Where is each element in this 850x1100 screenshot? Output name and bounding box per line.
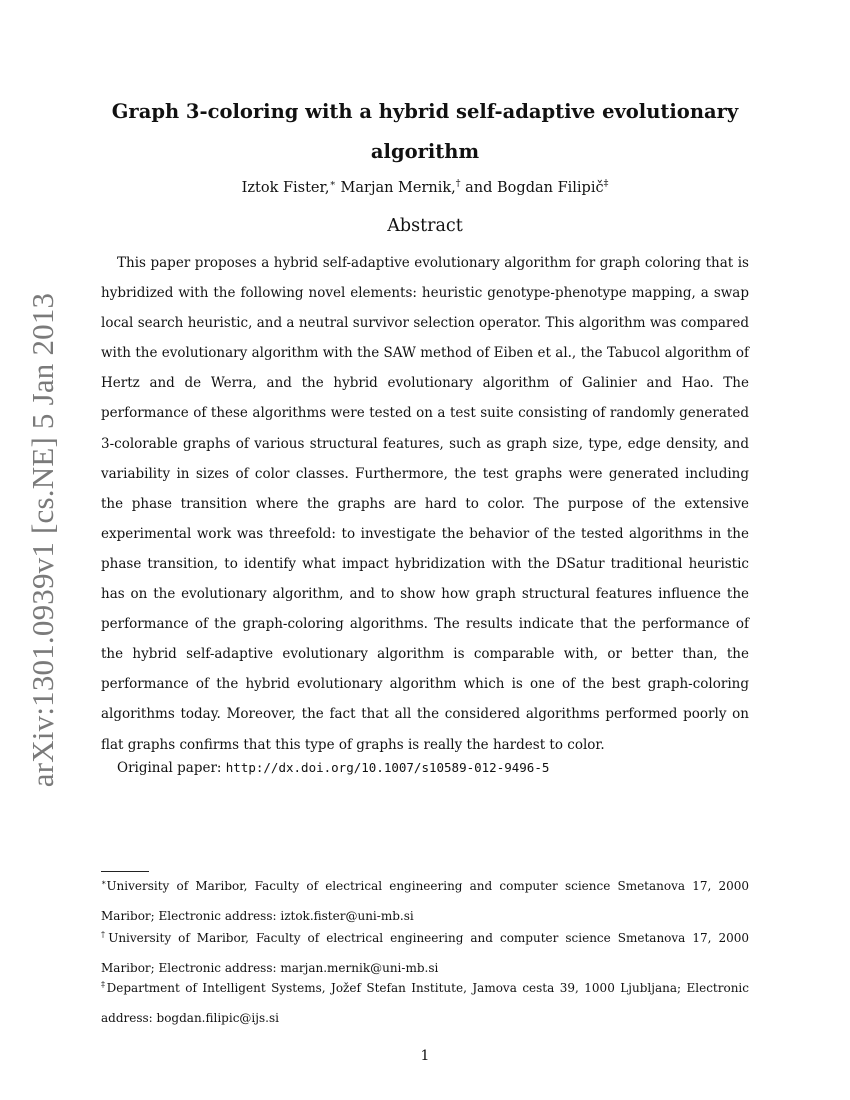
- author-fister: Iztok Fister,: [241, 180, 330, 196]
- original-paper-line: [117, 760, 549, 776]
- page-number: 1: [420, 1048, 430, 1064]
- original-paper-link[interactable]: http://dx.doi.org/10.1007/s10589-012-9496-5: [225, 760, 550, 775]
- author-mernik: Marjan Mernik,: [340, 180, 456, 196]
- footnote-fister-text: University of Maribor, Faculty of electrical engineering and computer science Smetanova 17, 2000 Maribor; Electronic address: iztok.fister@uni-mb.si: [101, 879, 749, 923]
- abstract-heading: Abstract: [387, 216, 463, 236]
- original-paper-label: Original paper:: [117, 760, 222, 776]
- footnote-mernik-mark: †: [101, 930, 109, 939]
- author-filipic-mark: ‡: [603, 178, 609, 190]
- footnote-filipic-text: Department of Intelligent Systems, Jožef Stefan Institute, Jamova cesta 39, 1000 Ljubljana; Electronic address: bogdan.filipic@ijs.si: [101, 981, 749, 1025]
- arxiv-identifier-stamp: [23, 292, 63, 788]
- author-fister-mark: ∗: [329, 178, 336, 190]
- footnote-filipic-mark: ‡: [101, 980, 107, 989]
- author-filipic: and Bogdan Filipič: [465, 180, 604, 196]
- arxiv-stamp-text: arXiv:1301.0939v1 [cs.NE] 5 Jan 2013: [25, 292, 60, 788]
- author-mernik-mark: †: [455, 178, 461, 190]
- footnote-fister: [101, 871, 749, 931]
- abstract-body: This paper proposes a hybrid self-adaptive evolutionary algorithm for graph coloring that is hybridized with the following novel elements: heuristic genotype-phenotype mapping, a swap local search heuristic, and a neutral survivor selection operator. This algorithm was compared with the evolutionary algorithm with the SAW method of Eiben et al., the Tabucol algorithm of Hertz and de Werra, and the hybrid evolutionary algorithm of Galinier and Hao. The performance of these algorithms were tested on a test suite consisting of randomly generated 3-colorable graphs of various structural features, such as graph size, type, edge density, and variability in sizes of color classes. Furthermore, the test graphs were generated including the phase transition where the graphs are hard to color. The purpose of the extensive experimental work was threefold: to investigate the behavior of the tested algorithms in the phase transition, to identify what impact hybridization with the DSatur traditional heuristic has on the evolutionary algorithm, and to show how graph structural features influence the performance of the graph-coloring algorithms. The results indicate that the performance of the hybrid self-adaptive evolutionary algorithm is comparable with, or better than, the performance of the hybrid evolutionary algorithm which is one of the best graph-coloring algorithms today. Moreover, the fact that all the considered algorithms performed poorly on flat graphs confirms that this type of graphs is really the hardest to color.: [101, 255, 749, 753]
- paper-title: Graph 3-coloring with a hybrid self-adaptive evolutionary algorithm: [111, 100, 739, 163]
- footnote-filipic: [101, 973, 749, 1033]
- author-list: [100, 180, 750, 196]
- footnote-fister-mark: ∗: [101, 878, 107, 887]
- footnote-mernik-text: University of Maribor, Faculty of electrical engineering and computer science Smetanova 17, 2000 Maribor; Electronic address: marjan.mernik@uni-mb.si: [101, 931, 749, 975]
